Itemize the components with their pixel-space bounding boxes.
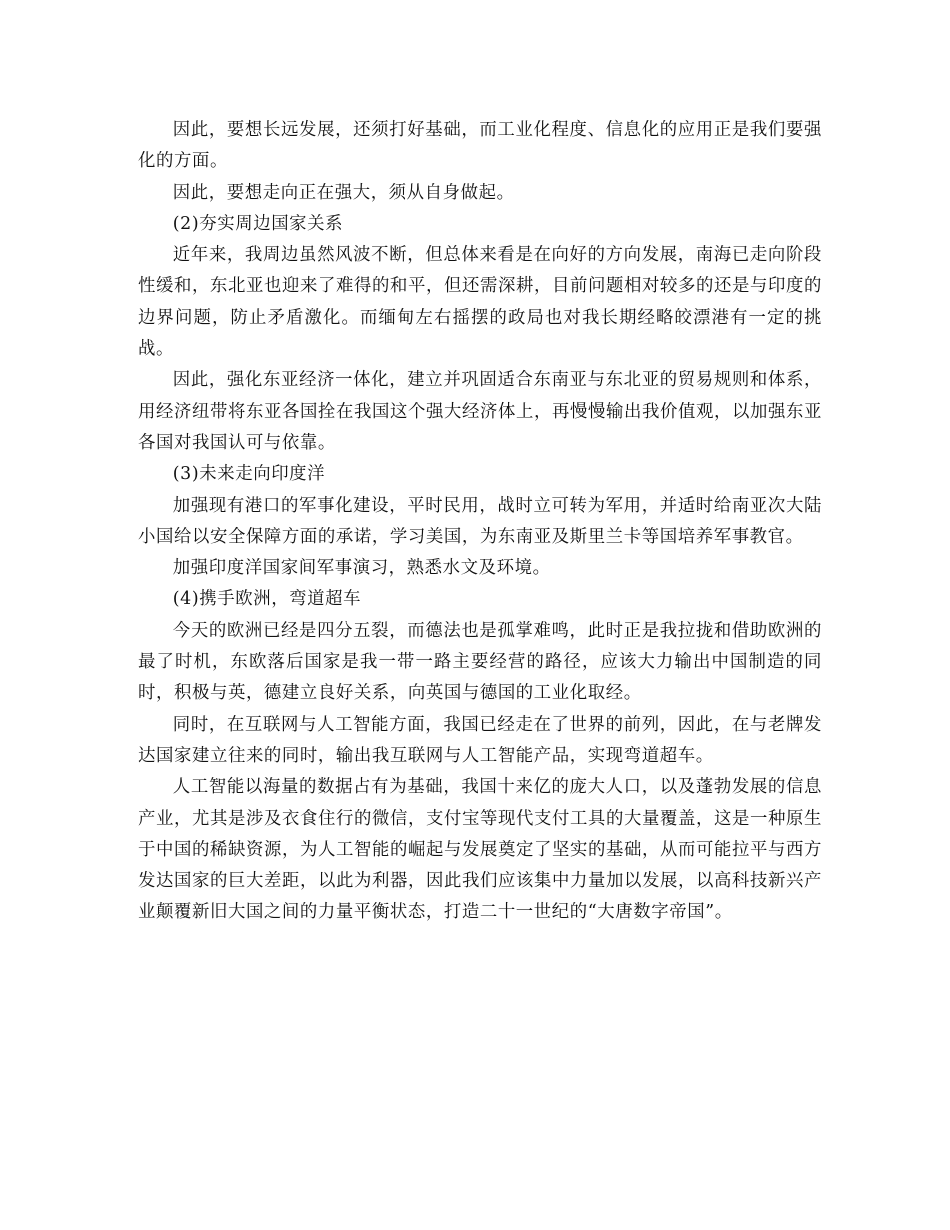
paragraph-ai-data-advantage: 人工智能以海量的数据占有为基础，我国十来亿的庞大人口，以及蓬勃发展的信息产业，尤其是涉及衣食住行的微信，支付宝等现代支付工具的大量覆盖，这是一种原生于中国的稀缺资源，为人工智能的崛起与发展奠定了坚实的基础，从而可能拉平与西方发达国家的巨大差距，以此为利器，因此我们应该集中力量加以发展，以高科技新兴产业颠覆新旧大国之间的力量平衡状态，打造二十一世纪的“大唐数字帝国”。: [138, 777, 822, 923]
paragraph-port-militarization: 加强现有港口的军事化建设，平时民用，战时立可转为军用，并适时给南亚次大陆小国给以安全保障方面的承诺，学习美国，为东南亚及斯里兰卡等国培养军事教官。: [138, 495, 822, 547]
paragraph-self-strength: 因此，要想走向正在强大，须从自身做起。: [172, 182, 515, 203]
paragraph-neighbor-situation: 近年来，我周边虽然风波不断，但总体来看是在向好的方向发展，南海已走向阶段性缓和，东北亚也迎来了难得的和平，但还需深耕，目前问题相对较多的还是与印度的边界问题，防止矛盾激化。而缅甸左右摇摆的政局也对我长期经略皎漂港有一定的挑战。: [138, 245, 822, 360]
section-heading-neighbors: (2)夯实周边国家关系: [172, 213, 344, 234]
paragraph-foundation: 因此，要想长远发展，还须打好基础，而工业化程度、信息化的应用正是我们要强化的方面。: [138, 120, 822, 172]
paragraph-military-exercises: 加强印度洋国家间军事演习，熟悉水文及环境。: [172, 558, 551, 579]
section-heading-indian-ocean: (3)未来走向印度洋: [172, 464, 326, 485]
section-heading-europe: (4)携手欧洲，弯道超车: [172, 589, 362, 610]
paragraph-internet-ai: 同时，在互联网与人工智能方面，我国已经走在了世界的前列，因此，在与老牌发达国家建立往来的同时，输出我互联网与人工智能产品，实现弯道超车。: [138, 714, 822, 766]
paragraph-east-asia-integration: 因此，强化东亚经济一体化，建立并巩固适合东南亚与东北亚的贸易规则和体系，用经济纽带将东亚各国拴在我国这个强大经济体上，再慢慢输出我价值观，以加强东亚各国对我国认可与依靠。: [138, 370, 822, 453]
paragraph-europe-opportunity: 今天的欧洲已经是四分五裂，而德法也是孤掌难鸣，此时正是我拉拢和借助欧洲的最了时机，东欧落后国家是我一带一路主要经营的路径，应该大力输出中国制造的同时，积极与英，德建立良好关系，向英国与德国的工业化取经。: [138, 620, 822, 704]
document-body: [138, 115, 822, 929]
